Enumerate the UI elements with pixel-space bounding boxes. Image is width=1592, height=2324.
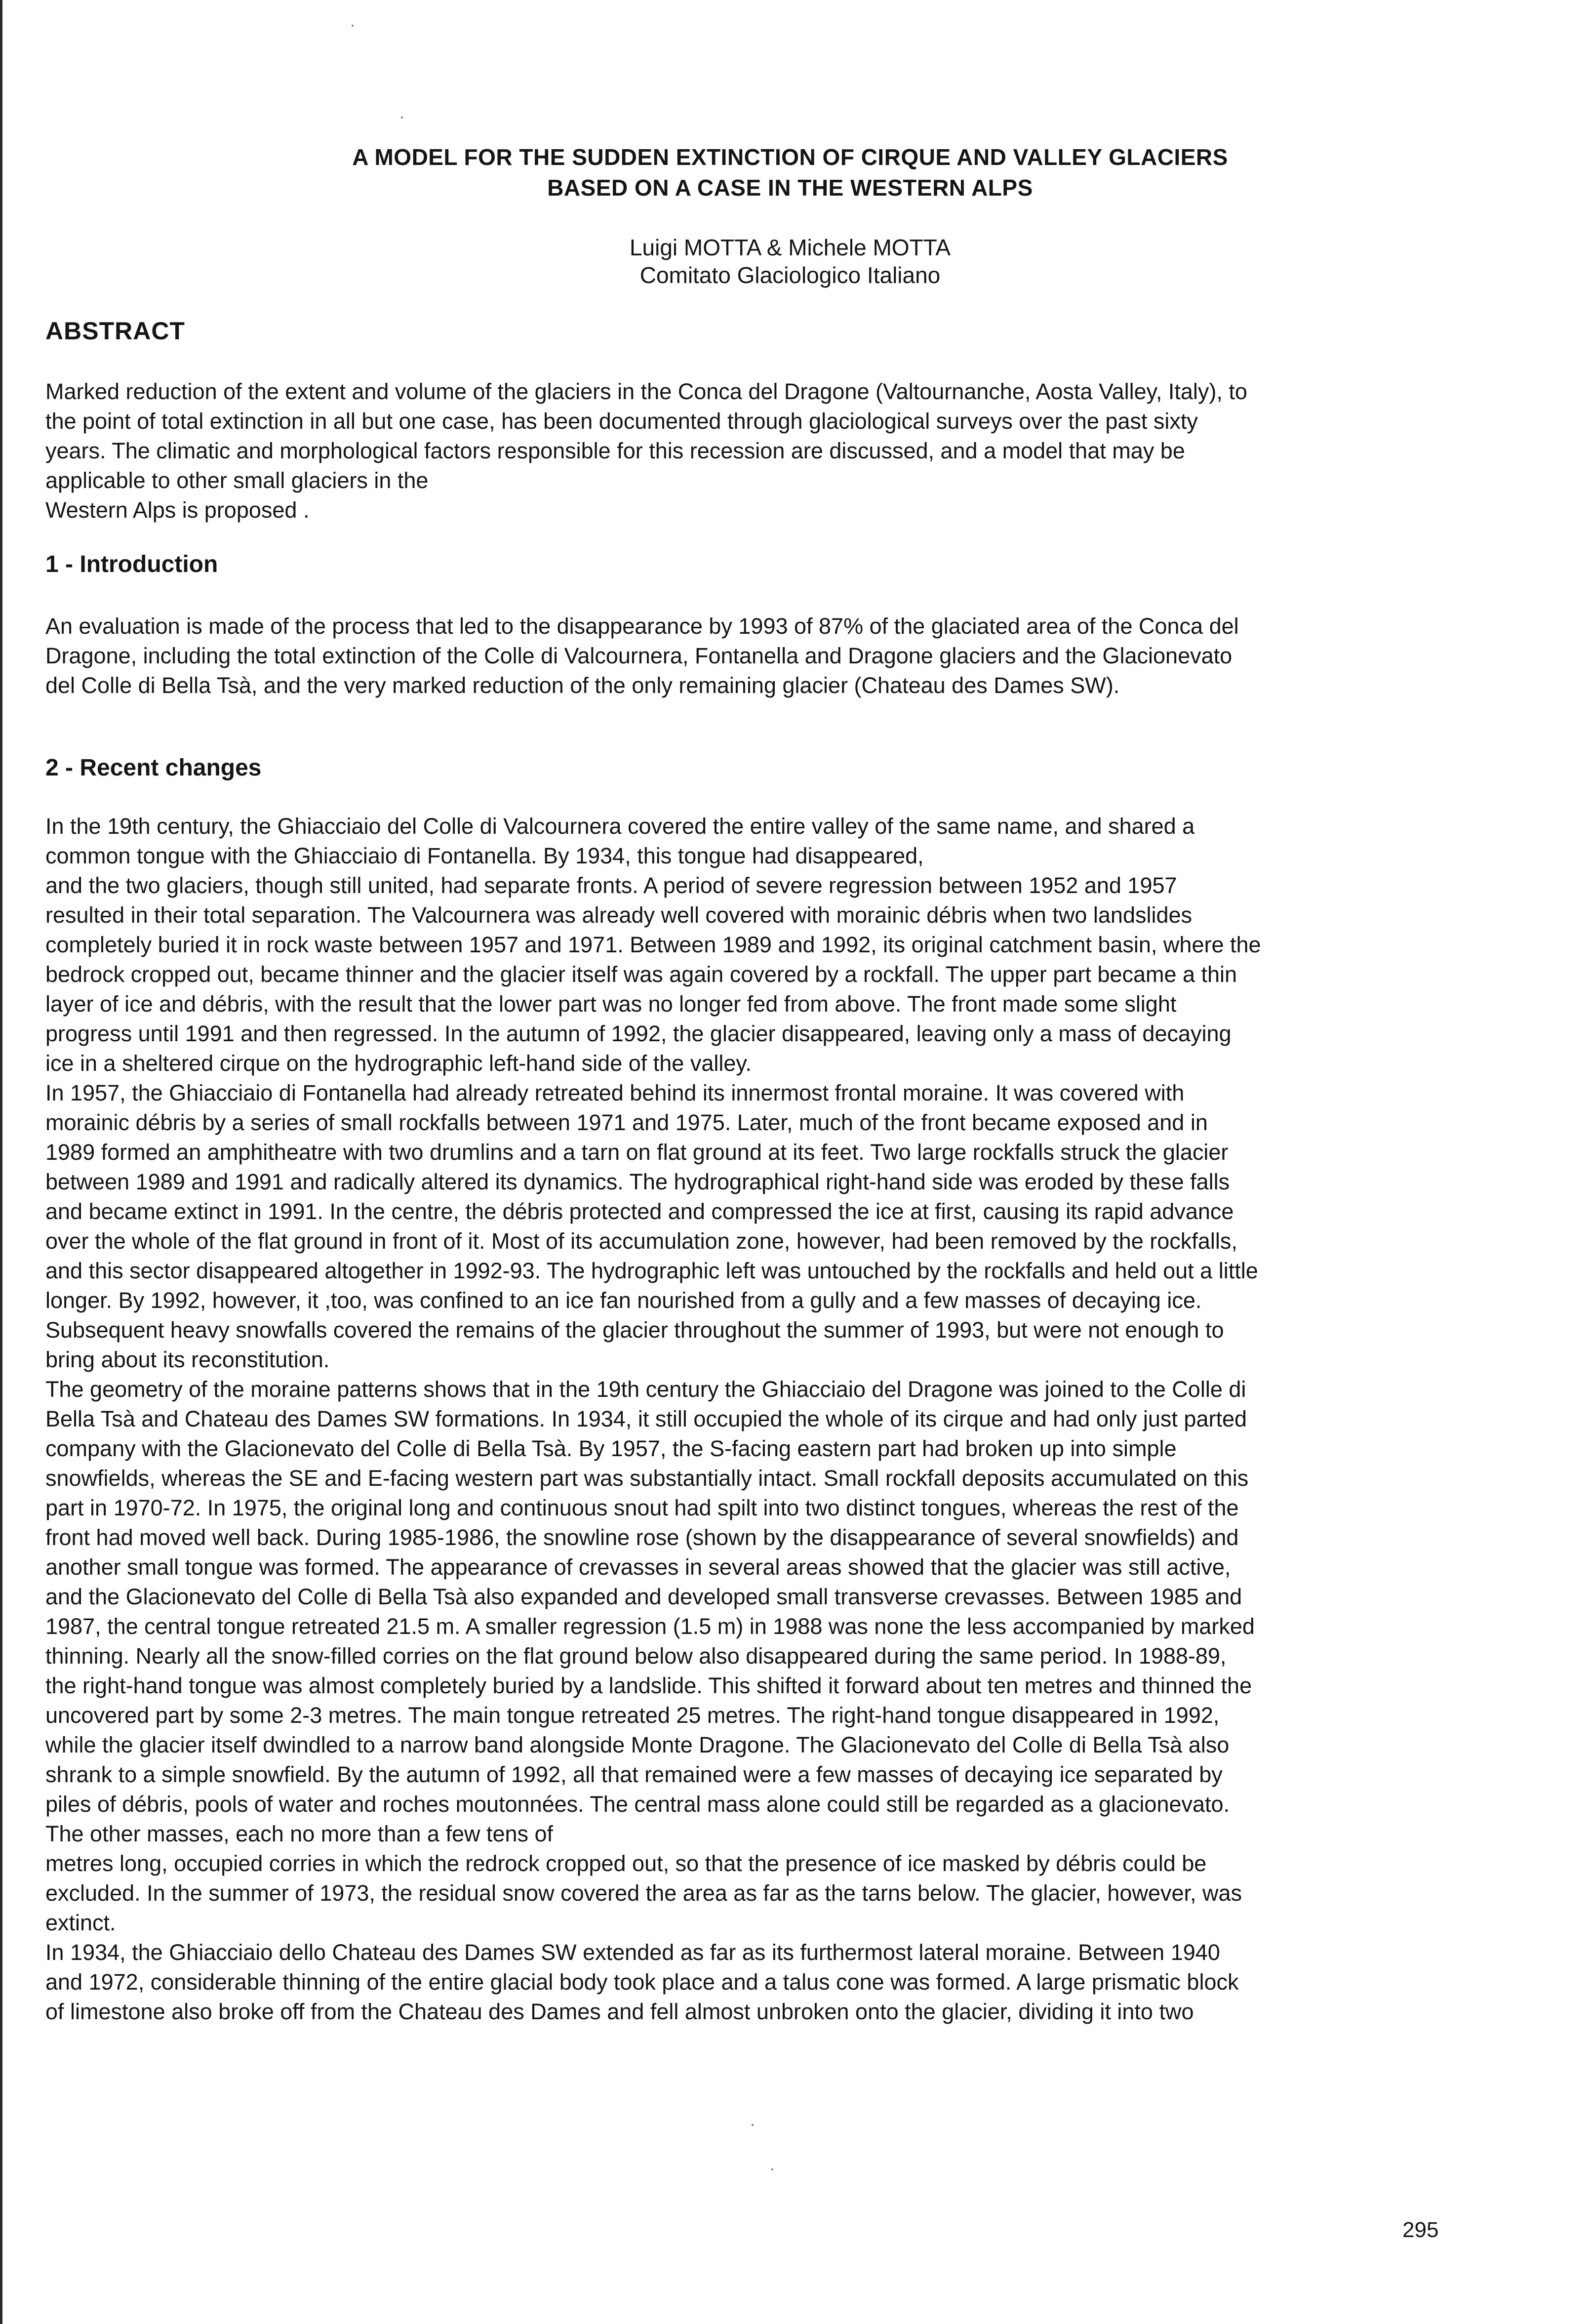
author-affiliation: Comitato Glaciologico Italiano	[639, 262, 941, 288]
text-line: applicable to other small glaciers in the	[45, 468, 429, 493]
text-line: del Colle di Bella Tsà, and the very marked reduction of the only remaining glacier (Chateau des Dames SW).	[45, 673, 1120, 698]
text-line: longer. By 1992, however, it ,too, was confined to an ice fan nourished from a gully and a few masses of decaying ice.	[45, 1288, 1202, 1313]
section-heading-introduction: 1 - Introduction	[45, 551, 218, 577]
text-line: the right-hand tongue was almost completely buried by a landslide. This shifted it forward about ten metres and thinned the	[45, 1673, 1252, 1698]
text-line: 1989 formed an amphitheatre with two drumlins and a tarn on flat ground at its feet. Two large rockfalls struck the glacier	[45, 1140, 1229, 1165]
scan-speck	[352, 25, 354, 27]
text-line: excluded. In the summer of 1973, the residual snow covered the area as far as the tarns below. The glacier, however, was	[45, 1880, 1242, 1906]
text-line: metres long, occupied corries in which the redrock cropped out, so that the presence of ice masked by débris could be	[45, 1851, 1207, 1876]
abstract-heading: ABSTRACT	[45, 317, 185, 345]
text-line: shrank to a simple snowfield. By the autumn of 1992, all that remained were a few masses of decaying ice separated by	[45, 1762, 1223, 1787]
page-number: 295	[1402, 2218, 1439, 2242]
text-line: of limestone also broke off from the Chateau des Dames and fell almost unbroken onto the glacier, dividing it into two	[45, 1999, 1194, 2024]
scan-edge	[0, 0, 2, 2324]
text-line: progress until 1991 and then regressed. In the autumn of 1992, the glacier disappeared, leaving only a mass of decaying	[45, 1021, 1232, 1046]
text-line: over the whole of the flat ground in front of it. Most of its accumulation zone, however, had been removed by the rockfalls,	[45, 1228, 1237, 1254]
text-line: Western Alps is proposed .	[45, 497, 310, 523]
text-line: Subsequent heavy snowfalls covered the remains of the glacier throughout the summer of 1993, but were not enough to	[45, 1317, 1224, 1343]
scan-speck	[771, 2168, 773, 2170]
text-line: completely buried it in rock waste between 1957 and 1971. Between 1989 and 1992, its original catchment basin, where the	[45, 932, 1261, 957]
text-line: In the 19th century, the Ghiacciaio del Colle di Valcournera covered the entire valley of the same name, and shared a	[45, 814, 1195, 839]
text-line: and 1972, considerable thinning of the entire glacial body took place and a talus cone was formed. A large prismatic block	[45, 1969, 1239, 1995]
text-line: snowfields, whereas the SE and E-facing western part was substantially intact. Small rockfall deposits accumulated on this	[45, 1466, 1249, 1491]
text-line: company with the Glacionevato del Colle di Bella Tsà. By 1957, the S-facing eastern part had broken up into simple	[45, 1436, 1177, 1461]
text-line: layer of ice and débris, with the result that the lower part was no longer fed from above. The front made some slight	[45, 991, 1177, 1017]
text-line: and became extinct in 1991. In the centre, the débris protected and compressed the ice at first, causing its rapid advance	[45, 1199, 1234, 1224]
text-line: common tongue with the Ghiacciaio di Fontanella. By 1934, this tongue had disappeared,	[45, 843, 924, 868]
paper-title-line-2: BASED ON A CASE IN THE WESTERN ALPS	[547, 175, 1033, 201]
text-line: Dragone, including the total extinction of the Colle di Valcournera, Fontanella and Dragone glaciers and the Glacionevato	[45, 643, 1233, 668]
text-line: In 1957, the Ghiacciaio di Fontanella had already retreated behind its innermost frontal moraine. It was covered with	[45, 1080, 1185, 1105]
text-line: bring about its reconstitution.	[45, 1347, 330, 1372]
abstract-paragraph	[45, 377, 1552, 525]
text-line: resulted in their total separation. The Valcournera was already well covered with morainic débris when two landslides	[45, 902, 1193, 928]
recent-changes-body	[45, 812, 1552, 2027]
text-line: Marked reduction of the extent and volume of the glaciers in the Conca del Dragone (Valtournanche, Aosta Valley, Italy), to	[45, 379, 1247, 404]
paper-title-line-1: A MODEL FOR THE SUDDEN EXTINCTION OF CIRQUE AND VALLEY GLACIERS	[352, 144, 1228, 170]
text-line: years. The climatic and morphological factors responsible for this recession are discussed, and a model that may be	[45, 438, 1185, 463]
section-heading-recent-changes: 2 - Recent changes	[45, 755, 262, 781]
scan-speck	[401, 117, 403, 119]
text-line: part in 1970-72. In 1975, the original long and continuous snout had spilt into two distinct tongues, whereas the rest of the	[45, 1495, 1239, 1520]
text-line: ice in a sheltered cirque on the hydrographic left-hand side of the valley.	[45, 1051, 752, 1076]
scan-speck	[752, 2124, 754, 2126]
text-line: while the glacier itself dwindled to a narrow band alongside Monte Dragone. The Glacionevato del Colle di Bella Tsà also	[45, 1732, 1230, 1757]
text-line: 1987, the central tongue retreated 21.5 m. A smaller regression (1.5 m) in 1988 was none the less accompanied by marked	[45, 1614, 1255, 1639]
introduction-paragraph	[45, 612, 1552, 700]
text-line: between 1989 and 1991 and radically altered its dynamics. The hydrographical right-hand side was eroded by these falls	[45, 1169, 1230, 1194]
text-line: An evaluation is made of the process that led to the disappearance by 1993 of 87% of the glaciated area of the Conca del	[45, 613, 1239, 639]
text-line: and the Glacionevato del Colle di Bella Tsà also expanded and developed small transverse crevasses. Between 1985 and	[45, 1584, 1242, 1609]
text-line: piles of débris, pools of water and roches moutonnées. The central mass alone could still be regarded as a glacionevato.	[45, 1792, 1230, 1817]
text-line: the point of total extinction in all but one case, has been documented through glaciological surveys over the past sixty	[45, 408, 1198, 434]
text-line: Bella Tsà and Chateau des Dames SW formations. In 1934, it still occupied the whole of its cirque and had only just parted	[45, 1406, 1247, 1431]
author-names: Luigi MOTTA & Michele MOTTA	[629, 235, 951, 260]
text-line: front had moved well back. During 1985-1986, the snowline rose (shown by the disappearance of several snowfields) and	[45, 1525, 1239, 1550]
text-line: uncovered part by some 2-3 metres. The main tongue retreated 25 metres. The right-hand tongue disappeared in 1992,	[45, 1703, 1220, 1728]
text-line: another small tongue was formed. The appearance of crevasses in several areas showed that the glacier was still active,	[45, 1554, 1231, 1580]
text-line: thinning. Nearly all the snow-filled corries on the flat ground below also disappeared during the same period. In 1988-89,	[45, 1643, 1227, 1669]
text-line: morainic débris by a series of small rockfalls between 1971 and 1975. Later, much of the front became exposed and in	[45, 1110, 1208, 1135]
text-line: and the two glaciers, though still united, had separate fronts. A period of severe regression between 1952 and 1957	[45, 873, 1177, 898]
text-line: The other masses, each no more than a few tens of	[45, 1821, 554, 1846]
text-line: bedrock cropped out, became thinner and the glacier itself was again covered by a rockfall. The upper part became a thin	[45, 962, 1237, 987]
text-line: In 1934, the Ghiacciaio dello Chateau des Dames SW extended as far as its furthermost lateral moraine. Between 1940	[45, 1940, 1220, 1965]
text-line: extinct.	[45, 1910, 116, 1935]
text-line: The geometry of the moraine patterns shows that in the 19th century the Ghiacciaio del Dragone was joined to the Colle di	[45, 1377, 1246, 1402]
text-line: and this sector disappeared altogether in 1992-93. The hydrographic left was untouched by the rockfalls and held out a little	[45, 1258, 1258, 1283]
